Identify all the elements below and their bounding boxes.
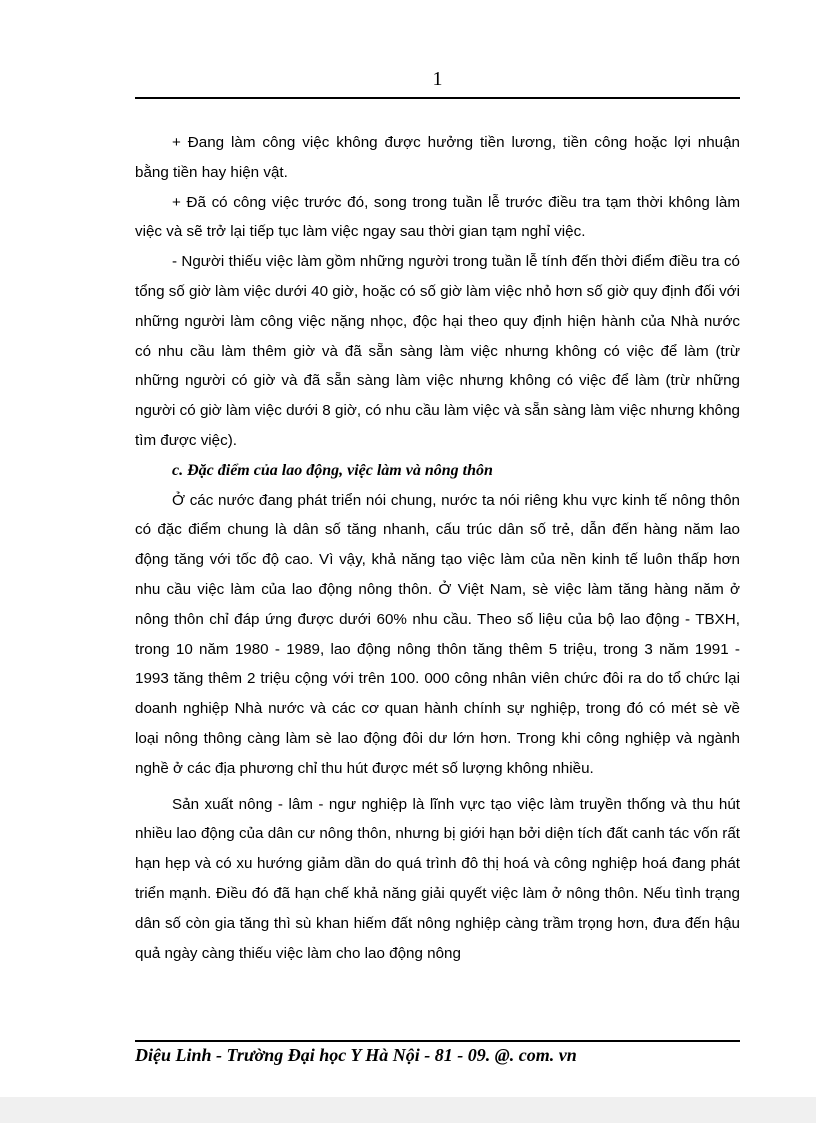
footer-rule	[135, 1040, 740, 1042]
paragraph-temporary-leave: + Đã có công việc trước đó, song trong tuần lễ trước điều tra tạm thời không làm việc và sẽ trở lại tiếp tục làm việc ngay sau thời gian tạm nghỉ việc.	[135, 193, 740, 241]
footer-text: Diệu Linh - Trường Đại học Y Hà Nội - 81 - 09. @. com. vn	[135, 1045, 577, 1065]
header-rule	[135, 97, 740, 99]
page-number: 1	[432, 68, 443, 90]
section-heading: c. Đặc điểm của lao động, việc làm và nông thôn	[172, 461, 493, 479]
page-bottom-band	[0, 1097, 816, 1123]
paragraph-unpaid-work: + Đang làm công việc không được hưởng tiền lương, tiền công hoặc lợi nhuận bằng tiền hay hiện vật.	[135, 134, 740, 181]
paragraph-rural-labor-characteristics: Ở các nước đang phát triển nói chung, nước ta nói riêng khu vực kinh tế nông thôn có đặc điểm chung là dân số tăng nhanh, cấu trúc dân số trẻ, dẫn đến hàng năm lao động tăng với tốc độ cao. Vì vậy, khả năng tạo việc làm của nền kinh tế luôn thấp hơn nhu cầu việc làm của lao động nông thôn. Ở Việt Nam, sè việc làm tăng hàng năm ở nông thôn chỉ đáp ứng được dưới 60% nhu cầu. Theo số liệu của bộ lao động - TBXH, trong 10 năm 1980 - 1989, lao động nông thôn tăng thêm 5 triệu, trong 3 năm 1991 - 1993 tăng thêm 2 triệu cộng với trên 100. 000 công nhân viên chức đôi ra do tổ chức lại doanh nghiệp Nhà nước và các cơ quan hành chính sự nghiệp, trong đó có mét sè về loại nông thông càng làm sè lao động đôi dư lớn hơn. Trong khi công nghiệp và ngành nghề ở các địa phương chỉ thu hút được mét số lượng không nhiều.	[135, 491, 740, 777]
document-body	[135, 128, 740, 968]
paragraph-agriculture-employment: Sản xuất nông - lâm - ngư nghiệp là lĩnh vực tạo việc làm truyền thống và thu hút nhiều lao động của dân cư nông thôn, nhưng bị giới hạn bởi diện tích đất canh tác vốn rất hạn hẹp và có xu hướng giảm dần do quá trình đô thị hoá và công nghiệp hoá đang phát triển mạnh. Điều đó đã hạn chế khả năng giải quyết việc làm ở nông thôn. Nếu tình trạng dân số còn gia tăng thì sù khan hiếm đất nông nghiệp càng trầm trọng hơn, đưa đến hậu quả ngày càng thiếu việc làm cho lao động nông	[135, 795, 740, 962]
paragraph-underemployed-definition: - Người thiếu việc làm gồm những người trong tuần lễ tính đến thời điểm điều tra có tổng số giờ làm việc dưới 40 giờ, hoặc có số giờ làm việc nhỏ hơn số giờ quy định đối với những người làm công việc nặng nhọc, độc hại theo quy định hiện hành của Nhà nước có nhu cầu làm thêm giờ và đã sẵn sàng làm việc nhưng không có việc để làm (trừ những người có giờ và đã sẵn sàng làm việc nhưng không có việc để làm (trừ những người có giờ làm việc dưới 8 giờ, có nhu cầu làm việc và sẵn sàng làm việc nhưng không tìm được việc).	[135, 253, 740, 449]
